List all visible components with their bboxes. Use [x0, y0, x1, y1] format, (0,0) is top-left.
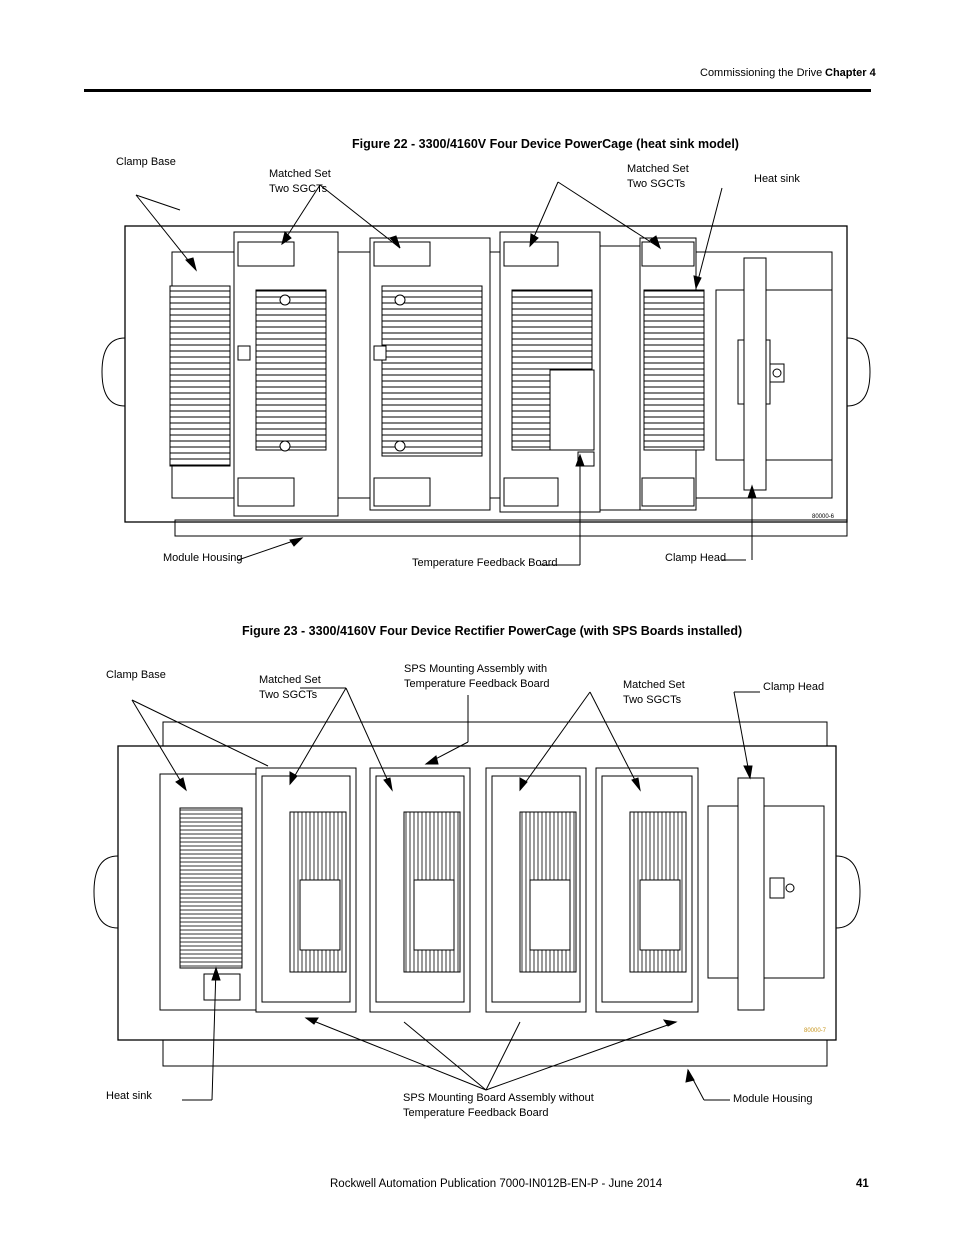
- fig22-label-temp-feedback: Temperature Feedback Board: [412, 557, 558, 569]
- fig22-matched-set-2-line1: Matched Set: [627, 163, 689, 175]
- fig23-matched-set-1-line1: Matched Set: [259, 674, 321, 686]
- fig23-sps-module-3: [486, 768, 586, 1012]
- fig23-sps-without-line1: SPS Mounting Board Assembly without: [403, 1092, 594, 1104]
- fig23-matched-set-1-line2: Two SGCTs: [259, 689, 318, 701]
- fig23-matched-set-2-line2: Two SGCTs: [623, 694, 682, 706]
- fig23-label-module-housing: Module Housing: [733, 1093, 813, 1105]
- header-section: Commissioning the Drive: [700, 67, 823, 79]
- fig23-label-heat-sink: Heat sink: [106, 1090, 152, 1102]
- fig23-sps-without-line2: Temperature Feedback Board: [403, 1107, 549, 1119]
- footer-publication: Rockwell Automation Publication 7000-IN012B-EN-P - June 2014: [330, 1178, 663, 1190]
- fig23-art-id: 80000-7: [804, 1028, 827, 1034]
- fig23-sps-with-line2: Temperature Feedback Board: [404, 678, 550, 690]
- fig23-label-clamp-head: Clamp Head: [763, 681, 825, 693]
- fig23-clamp-head: [738, 778, 764, 1010]
- fig22-matched-set-1-line2: Two SGCTs: [269, 183, 328, 195]
- footer-page-number: 41: [856, 1178, 869, 1190]
- fig23-matched-set-2-line1: Matched Set: [623, 679, 685, 691]
- header-chapter: Chapter 4: [825, 67, 876, 79]
- figure22-title: Figure 22 - 3300/4160V Four Device PowerCage (heat sink model): [352, 137, 739, 151]
- figure23-drawing: [94, 688, 860, 1100]
- figure23-title: Figure 23 - 3300/4160V Four Device Rectifier PowerCage (with SPS Boards installed): [242, 624, 743, 638]
- fig22-heat-sink: [644, 290, 704, 450]
- fig23-label-clamp-base: Clamp Base: [106, 669, 166, 681]
- fig23-sps-module-2: [370, 768, 470, 1012]
- fig22-matched-set-1-line1: Matched Set: [269, 168, 331, 180]
- fig23-sps-module-1: [256, 768, 356, 1012]
- fig22-clamp-head: [744, 258, 766, 490]
- fig23-sps-module-4: [596, 768, 698, 1012]
- fig22-label-clamp-base: Clamp Base: [116, 156, 176, 168]
- fig23-sps-with-line1: SPS Mounting Assembly with: [404, 663, 548, 675]
- fig22-label-module-housing: Module Housing: [163, 552, 243, 564]
- fig22-clamp-base: [170, 286, 230, 466]
- fig22-label-clamp-head: Clamp Head: [665, 552, 727, 564]
- fig22-label-heat-sink: Heat sink: [754, 173, 800, 185]
- fig22-art-id: 80000-6: [812, 514, 835, 520]
- figure22-drawing: [102, 182, 870, 565]
- fig22-matched-set-2-line2: Two SGCTs: [627, 178, 686, 190]
- fig23-heat-sink: [180, 808, 242, 968]
